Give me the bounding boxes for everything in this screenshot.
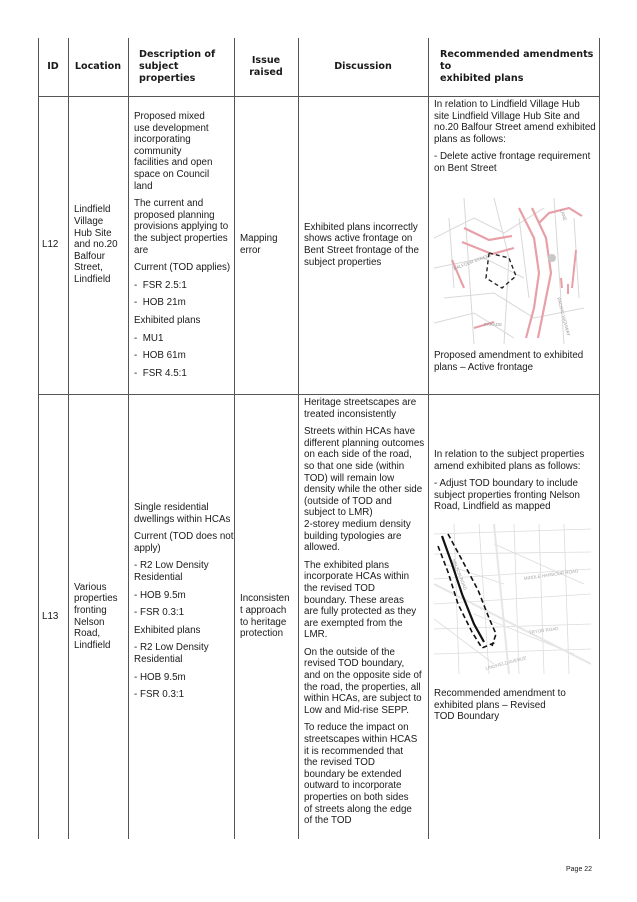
map-label-middle-harbour: MIDDLE HARBOUR ROAD — [523, 568, 579, 581]
header-discussion: Discussion — [334, 61, 392, 72]
description-intro: Proposed mixed use development incorporating community facilities and open space on Council land — [134, 111, 213, 192]
list-item: - HOB 9.5m — [134, 589, 186, 601]
location-line: Hub Site — [74, 227, 112, 239]
header-id: ID — [47, 61, 59, 72]
discussion-line: Exhibited plans incorrectly — [304, 221, 418, 233]
list-item: - HOB 9.5m — [134, 671, 186, 683]
description-intro: Single residential dwellings within HCAs — [134, 502, 231, 525]
description-plans: The current and proposed planning provisions applying to the subject properties are — [134, 198, 229, 256]
row-l12-discussion — [304, 96, 428, 394]
issue-line: to heritage — [240, 616, 287, 628]
discussion-para: Heritage streetscapes are treated inconsistently — [304, 397, 417, 420]
exhibited-label: Exhibited plans — [134, 624, 201, 636]
header-description: Description of subject properties — [139, 49, 216, 84]
header-location: Location — [74, 61, 122, 72]
discussion-para: The exhibited plans incorporate HCAs within the revised TOD boundary. These areas are fully protected as they are exempted from the LMR. — [304, 559, 417, 641]
map-label-nelson: NELSON ROAD — [451, 558, 468, 591]
recommended-intro: In relation to the subject properties amend exhibited plans as follows: — [434, 449, 585, 472]
discussion-para: To reduce the impact on streetscapes within HCAS it is recommended that the revised TOD boundary be extended outward to incorporate properties on both sides of streets along the edge of the TOD — [304, 722, 418, 827]
list-item: - HOB 21m — [134, 297, 186, 309]
current-list — [134, 280, 234, 309]
discussion-line: Bent Street frontage of the — [304, 245, 419, 256]
col-divider-5 — [428, 38, 429, 839]
col-divider-3 — [234, 38, 235, 839]
issue-line: error — [240, 245, 261, 256]
location-line: Lindfield — [74, 204, 111, 216]
row-l13-description — [134, 502, 234, 707]
discussion-para: Streets within HCAs have different planning outcomes on each side of the road, so that one side (within TOD) will remain low density while the other side (outside of TOD and subject to LMR) 2-storey medium density building typologies are allowed. — [304, 426, 425, 554]
list-item: - FSR 4.5:1 — [134, 367, 187, 379]
col-divider-4 — [298, 38, 299, 839]
row-l12-recommended — [434, 99, 599, 181]
list-item: - FSR 0.3:1 — [134, 689, 185, 701]
active-frontage-map — [434, 198, 584, 344]
list-item: - FSR 2.5:1 — [134, 279, 187, 291]
discussion-line: subject properties — [304, 256, 382, 268]
map-label-highway: PACIFIC HIGHWAY — [556, 296, 572, 337]
row-l13-recommended — [434, 449, 599, 519]
recommended-item: - Adjust TOD boundary to include subject properties fronting Nelson Road, Lindfield as mapped — [434, 478, 580, 513]
issue-line: Mapping — [240, 233, 278, 245]
location-line: Street, — [74, 262, 103, 274]
col-divider-2 — [128, 38, 129, 839]
location-line: Lindfield — [74, 273, 111, 285]
current-label: Current (TOD applies) — [134, 262, 231, 274]
location-line: Lindfield — [74, 639, 111, 651]
col-divider-1 — [68, 38, 69, 839]
row-l13-caption: Recommended amendment to exhibited plans – Revised TOD Boundary — [434, 688, 566, 723]
location-line: Nelson — [74, 616, 105, 628]
discussion-line: shows active frontage on — [304, 233, 413, 245]
row-id: L12 — [42, 239, 59, 251]
list-item: - MU1 — [134, 332, 164, 344]
map-label-tryon: TRYON ROAD — [528, 625, 559, 635]
header-recommended: Recommended amendments to exhibited plans — [440, 49, 594, 84]
header-issue: Issue raised — [249, 55, 283, 78]
issue-line: protection — [240, 628, 284, 640]
row-l12-caption: Proposed amendment to exhibited plans – Active frontage — [434, 350, 584, 373]
discussion-para: On the outside of the revised TOD boundary, and on the opposite side of the road, the properties, all within HCAs, are subject to Low and Mid-rise SEPP. — [304, 646, 422, 716]
row-l12-description — [134, 111, 234, 385]
map-label-balfour: BALFOUR STREET — [452, 252, 493, 271]
list-item: - FSR 0.3:1 — [134, 607, 185, 619]
map-label-parade: PARADE — [484, 322, 503, 327]
row-l12-issue — [240, 96, 298, 394]
location-line: properties — [74, 593, 118, 605]
recommended-intro: In relation to Lindfield Village Hub site Lindfield Village Hub Site and no.20 Balfour Street amend exhibited plans as follows: — [434, 99, 596, 145]
list-item: - HOB 61m — [134, 350, 186, 362]
row-l13-location — [74, 394, 128, 839]
row-l12-id — [42, 96, 68, 394]
location-line: Various — [74, 581, 107, 593]
location-line: Road, — [74, 628, 101, 640]
map-label-lane: LANE — [559, 208, 568, 222]
current-label: Current (TOD does not apply) — [134, 531, 234, 554]
list-item: - R2 Low Density Residential — [134, 642, 209, 665]
issue-line: Inconsisten — [240, 593, 290, 605]
row-l12-location — [74, 96, 128, 394]
location-line: fronting — [74, 604, 107, 616]
location-line: Balfour — [74, 250, 106, 262]
row-l13-id — [42, 394, 68, 839]
row-l13-issue — [240, 394, 298, 839]
exhibited-label: Exhibited plans — [134, 314, 201, 326]
recommended-item: - Delete active frontage requirement on Bent Street — [434, 151, 591, 174]
tod-boundary-map — [434, 524, 591, 674]
exhibited-list — [134, 333, 234, 380]
row-l13-discussion — [304, 397, 428, 833]
location-line: and no.20 — [74, 239, 118, 251]
issue-line: t approach — [240, 604, 287, 616]
map-label-lindfield-ave: LINDFIELD AVENUE — [484, 655, 528, 671]
location-line: Village — [74, 216, 104, 228]
table-border-left — [38, 38, 39, 839]
list-item: - R2 Low Density Residential — [134, 560, 209, 583]
page-number: Page 22 — [566, 866, 593, 873]
table-border-right — [599, 38, 600, 839]
row-id: L13 — [42, 610, 59, 622]
